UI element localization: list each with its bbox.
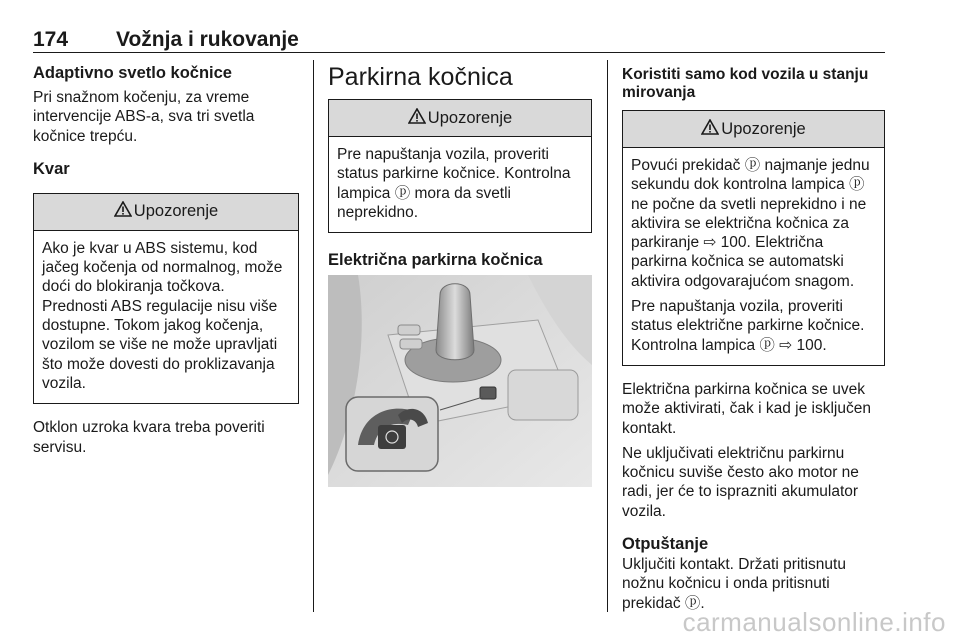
- warning-triangle-icon: [408, 108, 426, 129]
- column-left: [33, 64, 299, 463]
- warning-text-electric-2: Pre napuštanja vozila, proveriti status električne parkirne kočnice. Kontrolna lampica ⓟ ⇨ 100.: [631, 298, 865, 354]
- heading-adaptive-brake-light: Adaptivno svetlo kočnice: [33, 64, 232, 82]
- warning-box-abs: [33, 193, 299, 404]
- column-middle: [328, 62, 592, 487]
- warning-header: [329, 100, 591, 137]
- warning-text-parking: Pre napuštanja vozila, proveriti status parkirne kočnice. Kontrolna lampica ⓟ mora da svetli neprekidno.: [337, 146, 571, 221]
- page-header: [33, 28, 885, 52]
- warning-title: Upozorenje: [133, 202, 219, 221]
- warning-text-electric-1: Povući prekidač ⓟ najmanje jednu sekundu dok kontrolna lampica ⓟ ne počne da svetli neprekidno i ne aktivira se električna kočnica za parkiranje ⇨ 100. Električna parkirna kočnica se automatski aktivira odgovarajućom snagom.: [631, 157, 870, 290]
- footer-watermark: carmanualsonline.info: [682, 607, 946, 637]
- paragraph-battery: Ne uključivati električnu parkirnu kočnicu suviše često ako motor ne radi, jer će to isprazniti akumulator vozila.: [622, 444, 859, 520]
- paragraph-always-active: Električna parkirna kočnica se uvek može aktivirati, čak i kad je isključen kontakt.: [622, 380, 871, 437]
- heading-parking-brake: Parkirna kočnica: [328, 63, 513, 91]
- chapter-title: Vožnja i rukovanje: [116, 28, 299, 51]
- warning-box-parking: [328, 99, 592, 233]
- warning-triangle-icon: [701, 119, 719, 140]
- warning-triangle-icon: [114, 201, 132, 222]
- column-divider-1: [313, 60, 314, 612]
- heading-electric-parking-brake: Električna parkirna kočnica: [328, 251, 543, 270]
- paragraph-release: Uključiti kontakt. Držati pritisnutu nožnu kočnicu i onda pritisnuti prekidač ⓟ.: [622, 556, 846, 612]
- warning-title: Upozorenje: [721, 119, 806, 138]
- column-right: [622, 66, 885, 619]
- paragraph-adaptive: Pri snažnom kočenju, za vreme intervencije ABS-a, sva tri svetla kočnice trepću.: [33, 89, 255, 145]
- warning-header: [34, 194, 298, 231]
- warning-header: [623, 111, 884, 148]
- header-divider: [33, 52, 885, 53]
- column-divider-2: [607, 60, 608, 612]
- warning-text-abs: Ako je kvar u ABS sistemu, kod jačeg kočenja od normalnog, može doći do blokiranja točkova. Prednosti ABS regulacije nisu više dostupne. Tokom jakog kočenja, vozilom se više ne može upravljati što može dovesti do proklizavanja vozila.: [42, 239, 283, 392]
- paragraph-fault-service: Otklon uzroka kvara treba poveriti servisu.: [33, 419, 265, 456]
- warning-title: Upozorenje: [427, 108, 513, 127]
- heading-release: Otpuštanje: [622, 535, 709, 554]
- warning-box-electric: [622, 110, 885, 366]
- console-gear-illustration: [328, 275, 592, 487]
- heading-stationary-only: Koristiti samo kod vozila u stanju mirovanja: [622, 66, 869, 101]
- parking-brake-illustration: [328, 275, 592, 487]
- page-number: 174: [33, 28, 69, 51]
- heading-fault: Kvar: [33, 159, 70, 178]
